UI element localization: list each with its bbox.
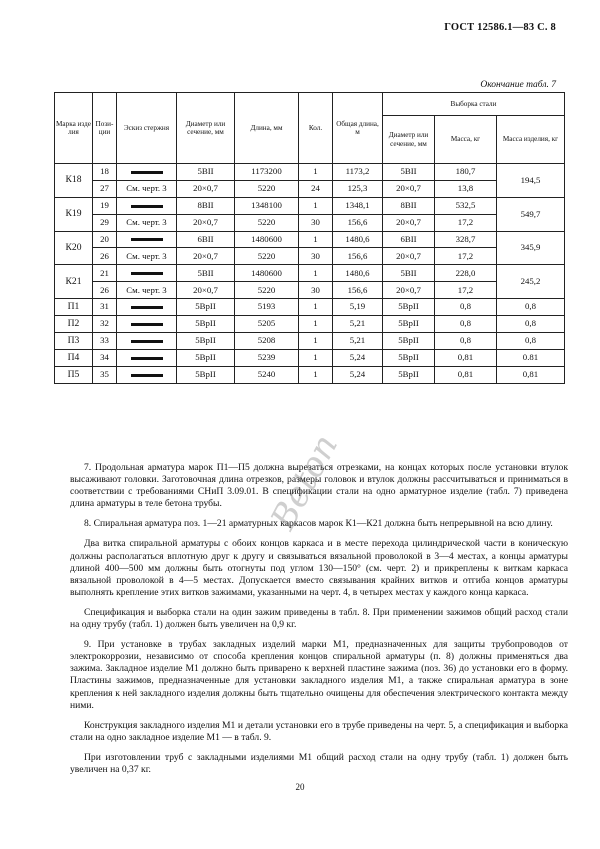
cell-sketch bbox=[117, 299, 177, 316]
cell-total-length: 1480,6 bbox=[333, 265, 383, 282]
cell-mass: 0,81 bbox=[435, 349, 497, 366]
cell-sel-diameter: 8ВII bbox=[383, 197, 435, 214]
cell-length: 5205 bbox=[235, 316, 299, 333]
cell-total-length: 156,6 bbox=[333, 214, 383, 231]
cell-diameter: 6ВII bbox=[177, 231, 235, 248]
cell-product-mass: 345,9 bbox=[497, 231, 565, 265]
cell-product-mass: 0,8 bbox=[497, 316, 565, 333]
paragraph-m1-steel: При изготовлении труб с закладными изделиями М1 общий расход стали на одну трубу (табл. 1) должен быть увеличен на 0,37 кг. bbox=[70, 751, 568, 775]
cell-diameter: 8ВII bbox=[177, 197, 235, 214]
table-continuation-label: Окончание табл. 7 bbox=[480, 80, 556, 90]
table-row bbox=[55, 282, 565, 299]
table-row bbox=[55, 164, 565, 181]
cell-diameter: 5ВII bbox=[177, 164, 235, 181]
cell-sel-diameter: 5ВII bbox=[383, 265, 435, 282]
body-text bbox=[70, 462, 568, 776]
header-v-massa: Масса, кг bbox=[435, 116, 497, 164]
cell-sketch bbox=[117, 197, 177, 214]
cell-product-mass: 0,81 bbox=[497, 366, 565, 383]
paragraph-8-detail: Два витка спиральной арматуры с обоих концов каркаса и в месте перехода цилиндрической части в коническую должны располагаться вплотную друг к другу и связываться вязальной проволокой в 3—4 местах, а концы арматуры длиной 400—500 мм должны быть отогнуты под углом 130—150° (см. черт. 2) и прикреплены к виткам каркаса вязальной проволокой в 4—5 местах. Допускается вместо связывания крайних витков и отгиба концов арматуры выполнять крепление этих витков зажимами, указанными на черт. 4, в четырех местах у каждого конца каркаса. bbox=[70, 538, 568, 598]
table-row bbox=[55, 366, 565, 383]
paragraph-m1-construction: Конструкция закладного изделия М1 и детали установки его в трубе приведены на черт. 5, а спецификация и выборка стали на одно закладное изделие М1 — в табл. 9. bbox=[70, 719, 568, 743]
cell-quantity: 30 bbox=[299, 248, 333, 265]
rod-sketch-icon bbox=[131, 238, 163, 241]
rod-sketch-icon bbox=[131, 205, 163, 208]
table-row bbox=[55, 265, 565, 282]
header-eskiz: Эскиз стержня bbox=[117, 93, 177, 164]
cell-mass: 228,0 bbox=[435, 265, 497, 282]
cell-sketch: См. черт. 3 bbox=[117, 248, 177, 265]
cell-sketch bbox=[117, 231, 177, 248]
cell-position: 21 bbox=[93, 265, 117, 282]
cell-diameter: 5ВII bbox=[177, 265, 235, 282]
cell-mass: 532,5 bbox=[435, 197, 497, 214]
svg-text:Beton: Beton bbox=[263, 428, 347, 537]
cell-brand: П2 bbox=[55, 316, 93, 333]
cell-diameter: 5ВрII bbox=[177, 299, 235, 316]
cell-sel-diameter: 20×0,7 bbox=[383, 180, 435, 197]
cell-total-length: 5,21 bbox=[333, 332, 383, 349]
table-row bbox=[55, 248, 565, 265]
cell-total-length: 5,24 bbox=[333, 366, 383, 383]
table-row bbox=[55, 197, 565, 214]
cell-total-length: 156,6 bbox=[333, 282, 383, 299]
cell-length: 5193 bbox=[235, 299, 299, 316]
header-v-diam: Диаметр или сечение, мм bbox=[383, 116, 435, 164]
table-row bbox=[55, 299, 565, 316]
cell-brand: К21 bbox=[55, 265, 93, 299]
cell-position: 34 bbox=[93, 349, 117, 366]
cell-sketch bbox=[117, 265, 177, 282]
cell-mass: 0,8 bbox=[435, 332, 497, 349]
cell-quantity: 1 bbox=[299, 265, 333, 282]
cell-position: 35 bbox=[93, 366, 117, 383]
paragraph-7: 7. Продольная арматура марок П1—П5 должна вырезаться отрезками, на концах которых после установки втулок высаживают головки. Заготовочная длина отрезков, размеры головок и втулок должны рассчитываться и приниматься в соответствии с требованиями СНиП 3.09.01. В спецификации стали на одно арматурное изделие (табл. 7) приведена длина арматуры в теле бетона трубы. bbox=[70, 462, 568, 510]
cell-length: 5239 bbox=[235, 349, 299, 366]
cell-sel-diameter: 5ВрII bbox=[383, 366, 435, 383]
cell-product-mass: 0.81 bbox=[497, 349, 565, 366]
cell-quantity: 30 bbox=[299, 282, 333, 299]
cell-sel-diameter: 20×0,7 bbox=[383, 248, 435, 265]
cell-sel-diameter: 6ВII bbox=[383, 231, 435, 248]
rod-sketch-icon bbox=[131, 340, 163, 343]
header-vyborka: Выборка стали bbox=[383, 93, 565, 116]
cell-quantity: 1 bbox=[299, 332, 333, 349]
cell-diameter: 5ВрII bbox=[177, 332, 235, 349]
cell-position: 18 bbox=[93, 164, 117, 181]
cell-brand: К18 bbox=[55, 164, 93, 198]
header-kol: Кол. bbox=[299, 93, 333, 164]
cell-total-length: 1173,2 bbox=[333, 164, 383, 181]
page-header: ГОСТ 12586.1—83 С. 8 bbox=[444, 22, 556, 33]
cell-length: 5220 bbox=[235, 180, 299, 197]
cell-quantity: 30 bbox=[299, 214, 333, 231]
table-row bbox=[55, 231, 565, 248]
cell-position: 31 bbox=[93, 299, 117, 316]
cell-diameter: 5ВрII bbox=[177, 316, 235, 333]
cell-mass: 0,8 bbox=[435, 316, 497, 333]
cell-length: 5208 bbox=[235, 332, 299, 349]
cell-quantity: 1 bbox=[299, 231, 333, 248]
cell-position: 32 bbox=[93, 316, 117, 333]
paragraph-8: 8. Спиральная арматура поз. 1—21 арматурных каркасов марок К1—К21 должна быть непрерывной на всю длину. bbox=[84, 518, 553, 530]
cell-quantity: 1 bbox=[299, 197, 333, 214]
cell-length: 5220 bbox=[235, 248, 299, 265]
cell-mass: 0,8 bbox=[435, 299, 497, 316]
rod-sketch-icon bbox=[131, 374, 163, 377]
page-number: 20 bbox=[295, 782, 305, 792]
cell-sel-diameter: 20×0,7 bbox=[383, 282, 435, 299]
header-poz: Позиции bbox=[93, 93, 117, 164]
cell-brand: П5 bbox=[55, 366, 93, 383]
cell-mass: 17,2 bbox=[435, 282, 497, 299]
cell-product-mass: 245,2 bbox=[497, 265, 565, 299]
cell-sketch: См. черт. 3 bbox=[117, 282, 177, 299]
paragraph-9: 9. При установке в трубах закладных изделий марки М1, предназначенных для защиты трубопроводов от электрокоррозии, независимо от способа крепления концов спиральной арматуры (п. 8) должны применяться два зажима. Закладное изделие М1 должно быть приварено к верхней пластине зажима (поз. 36) до установки его в форму. Пластины зажимов, предназначенные для установки закладного изделия М1, а также спиральная арматура в зоне крепления к ней закладного изделия должны быть тщательно очищены для обеспечения электрического контакта между ними. bbox=[70, 639, 568, 711]
cell-mass: 17,2 bbox=[435, 248, 497, 265]
rod-sketch-icon bbox=[131, 272, 163, 275]
table-row bbox=[55, 180, 565, 197]
cell-length: 5220 bbox=[235, 214, 299, 231]
cell-quantity: 1 bbox=[299, 349, 333, 366]
cell-position: 27 bbox=[93, 180, 117, 197]
cell-mass: 0,81 bbox=[435, 366, 497, 383]
cell-position: 29 bbox=[93, 214, 117, 231]
cell-brand: П4 bbox=[55, 349, 93, 366]
cell-product-mass: 194,5 bbox=[497, 164, 565, 198]
cell-sketch: См. черт. 3 bbox=[117, 180, 177, 197]
header-dlina: Длина, мм bbox=[235, 93, 299, 164]
cell-total-length: 1348,1 bbox=[333, 197, 383, 214]
table-row bbox=[55, 349, 565, 366]
cell-product-mass: 549,7 bbox=[497, 197, 565, 231]
cell-brand: К19 bbox=[55, 197, 93, 231]
cell-diameter: 5ВрII bbox=[177, 366, 235, 383]
header-marka: Марка изде лия bbox=[55, 93, 93, 164]
steel-spec-table bbox=[54, 92, 565, 384]
rod-sketch-icon bbox=[131, 171, 163, 174]
cell-length: 5220 bbox=[235, 282, 299, 299]
header-obsh: Общая длина, м bbox=[333, 93, 383, 164]
cell-quantity: 1 bbox=[299, 316, 333, 333]
cell-total-length: 5,19 bbox=[333, 299, 383, 316]
cell-total-length: 5,21 bbox=[333, 316, 383, 333]
table-row bbox=[55, 214, 565, 231]
cell-brand: К20 bbox=[55, 231, 93, 265]
cell-total-length: 156,6 bbox=[333, 248, 383, 265]
cell-sel-diameter: 5ВрII bbox=[383, 299, 435, 316]
header-diam: Диаметр или сечение, мм bbox=[177, 93, 235, 164]
cell-quantity: 24 bbox=[299, 180, 333, 197]
cell-position: 26 bbox=[93, 248, 117, 265]
cell-sketch bbox=[117, 316, 177, 333]
cell-quantity: 1 bbox=[299, 366, 333, 383]
cell-sketch: См. черт. 3 bbox=[117, 214, 177, 231]
cell-total-length: 5,24 bbox=[333, 349, 383, 366]
cell-mass: 17,2 bbox=[435, 214, 497, 231]
table-row bbox=[55, 332, 565, 349]
cell-length: 1348100 bbox=[235, 197, 299, 214]
cell-length: 5240 bbox=[235, 366, 299, 383]
rod-sketch-icon bbox=[131, 357, 163, 360]
cell-sel-diameter: 5ВрII bbox=[383, 332, 435, 349]
cell-mass: 328,7 bbox=[435, 231, 497, 248]
cell-diameter: 20×0,7 bbox=[177, 282, 235, 299]
cell-sketch bbox=[117, 366, 177, 383]
cell-length: 1480600 bbox=[235, 265, 299, 282]
table-row bbox=[55, 316, 565, 333]
cell-brand: П1 bbox=[55, 299, 93, 316]
cell-sel-diameter: 5ВрII bbox=[383, 316, 435, 333]
cell-position: 33 bbox=[93, 332, 117, 349]
cell-quantity: 1 bbox=[299, 164, 333, 181]
cell-diameter: 20×0,7 bbox=[177, 214, 235, 231]
cell-sel-diameter: 5ВрII bbox=[383, 349, 435, 366]
cell-sketch bbox=[117, 164, 177, 181]
cell-sel-diameter: 5ВII bbox=[383, 164, 435, 181]
cell-product-mass: 0,8 bbox=[497, 332, 565, 349]
cell-total-length: 1480,6 bbox=[333, 231, 383, 248]
cell-sketch bbox=[117, 349, 177, 366]
cell-diameter: 20×0,7 bbox=[177, 180, 235, 197]
cell-sel-diameter: 20×0,7 bbox=[383, 214, 435, 231]
cell-position: 20 bbox=[93, 231, 117, 248]
cell-diameter: 20×0,7 bbox=[177, 248, 235, 265]
cell-product-mass: 0,8 bbox=[497, 299, 565, 316]
cell-length: 1173200 bbox=[235, 164, 299, 181]
rod-sketch-icon bbox=[131, 323, 163, 326]
cell-diameter: 5ВрII bbox=[177, 349, 235, 366]
cell-total-length: 125,3 bbox=[333, 180, 383, 197]
cell-quantity: 1 bbox=[299, 299, 333, 316]
cell-position: 19 bbox=[93, 197, 117, 214]
cell-length: 1480600 bbox=[235, 231, 299, 248]
cell-sketch bbox=[117, 332, 177, 349]
cell-position: 26 bbox=[93, 282, 117, 299]
paragraph-clamp-spec: Спецификация и выборка стали на один зажим приведены в табл. 8. При применении зажимов общий расход стали на одну трубу (табл. 1) должен быть увеличен на 0,9 кг. bbox=[70, 606, 568, 631]
header-v-massa-izd: Масса изделия, кг bbox=[497, 116, 565, 164]
cell-brand: П3 bbox=[55, 332, 93, 349]
cell-mass: 13,8 bbox=[435, 180, 497, 197]
rod-sketch-icon bbox=[131, 306, 163, 309]
cell-mass: 180,7 bbox=[435, 164, 497, 181]
